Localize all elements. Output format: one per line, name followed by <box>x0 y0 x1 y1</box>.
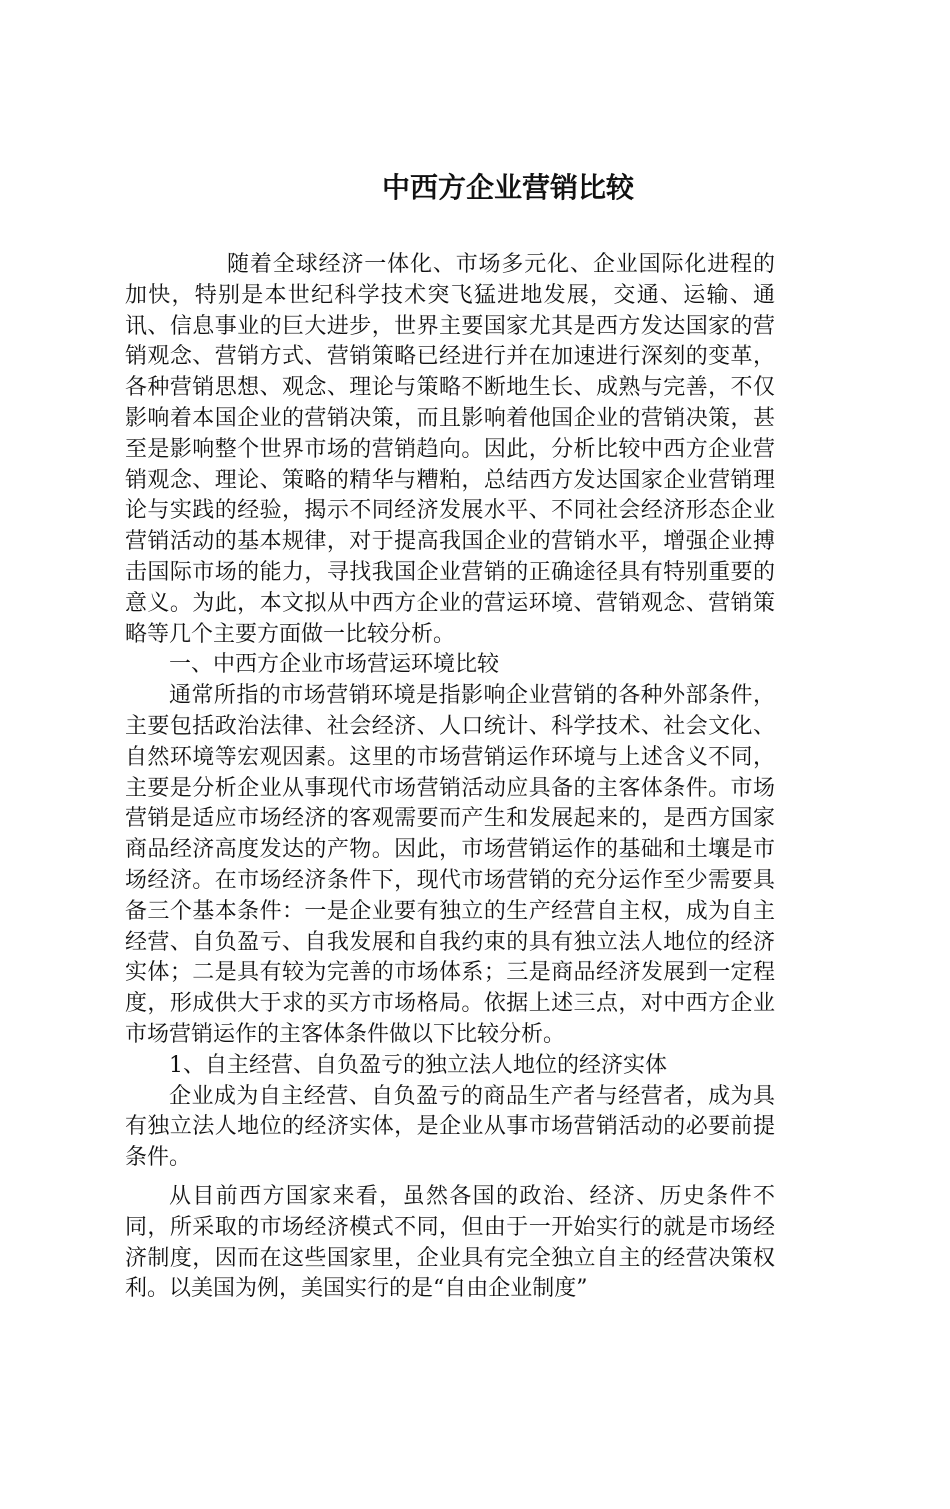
document-title: 中西方企业营销比较 <box>381 171 634 204</box>
body-paragraph: 通常所指的市场营销环境是指影响企业营销的各种外部条件，主要包括政治法律、社会经济、人口统计、科学技术、社会文化、自然环境等宏观因素。这里的市场营销运作环境与上述含义不同，主要是分析企业从事现代市场营销活动应具备的主客体条件。市场营销是适应市场经济的客观需要而产生和发展起来的，是西方国家商品经济高度发达的产物。因此，市场营销运作的基础和土壤是市场经济。在市场经济条件下，现代市场营销的充分运作至少需要具备三个基本条件：一是企业要有独立的生产经营自主权，成为自主经营、自负盈亏、自我发展和自我约束的具有独立法人地位的经济实体；二是具有较为完善的市场体系；三是商品经济发展到一定程度，形成供大于求的买方市场格局。依据上述三点，对中西方企业市场营销运作的主客体条件做以下比较分析。 <box>125 683 775 1047</box>
body-paragraph: 企业成为自主经营、自负盈亏的商品生产者与经营者，成为具有独立法人地位的经济实体，是企业从事市场营销活动的必要前提条件。 <box>125 1083 775 1171</box>
document-body <box>125 250 775 1305</box>
body-paragraph: 从目前西方国家来看，虽然各国的政治、经济、历史条件不同，所采取的市场经济模式不同，但由于一开始实行的就是市场经济制度，因而在这些国家里，企业具有完全独立自主的经营决策权利。以美国为例，美国实行的是“自由企业制度” <box>125 1183 775 1302</box>
section-heading: 一、中西方企业市场营运环境比较 <box>169 652 500 678</box>
subsection-heading: 1、自主经营、自负盈亏的独立法人地位的经济实体 <box>169 1052 667 1078</box>
intro-paragraph: 随着全球经济一体化、市场多元化、企业国际化进程的加快，特别是本世纪科学技术突飞猛进地发展，交通、运输、通讯、信息事业的巨大进步，世界主要国家尤其是西方发达国家的营销观念、营销方式、营销策略已经进行并在加速进行深刻的变革，各种营销思想、观念、理论与策略不断地生长、成熟与完善，不仅影响着本国企业的营销决策，而且影响着他国企业的营销决策，甚至是影响整个世界市场的营销趋向。因此，分析比较中西方企业营销观念、理论、策略的精华与糟粕，总结西方发达国家企业营销理论与实践的经验，揭示不同经济发展水平、不同社会经济形态企业营销活动的基本规律，对于提高我国企业的营销水平，增强企业搏击国际市场的能力，寻找我国企业营销的正确途径具有特别重要的意义。为此，本文拟从中西方企业的营运环境、营销观念、营销策略等几个主要方面做一比较分析。 <box>125 252 775 647</box>
